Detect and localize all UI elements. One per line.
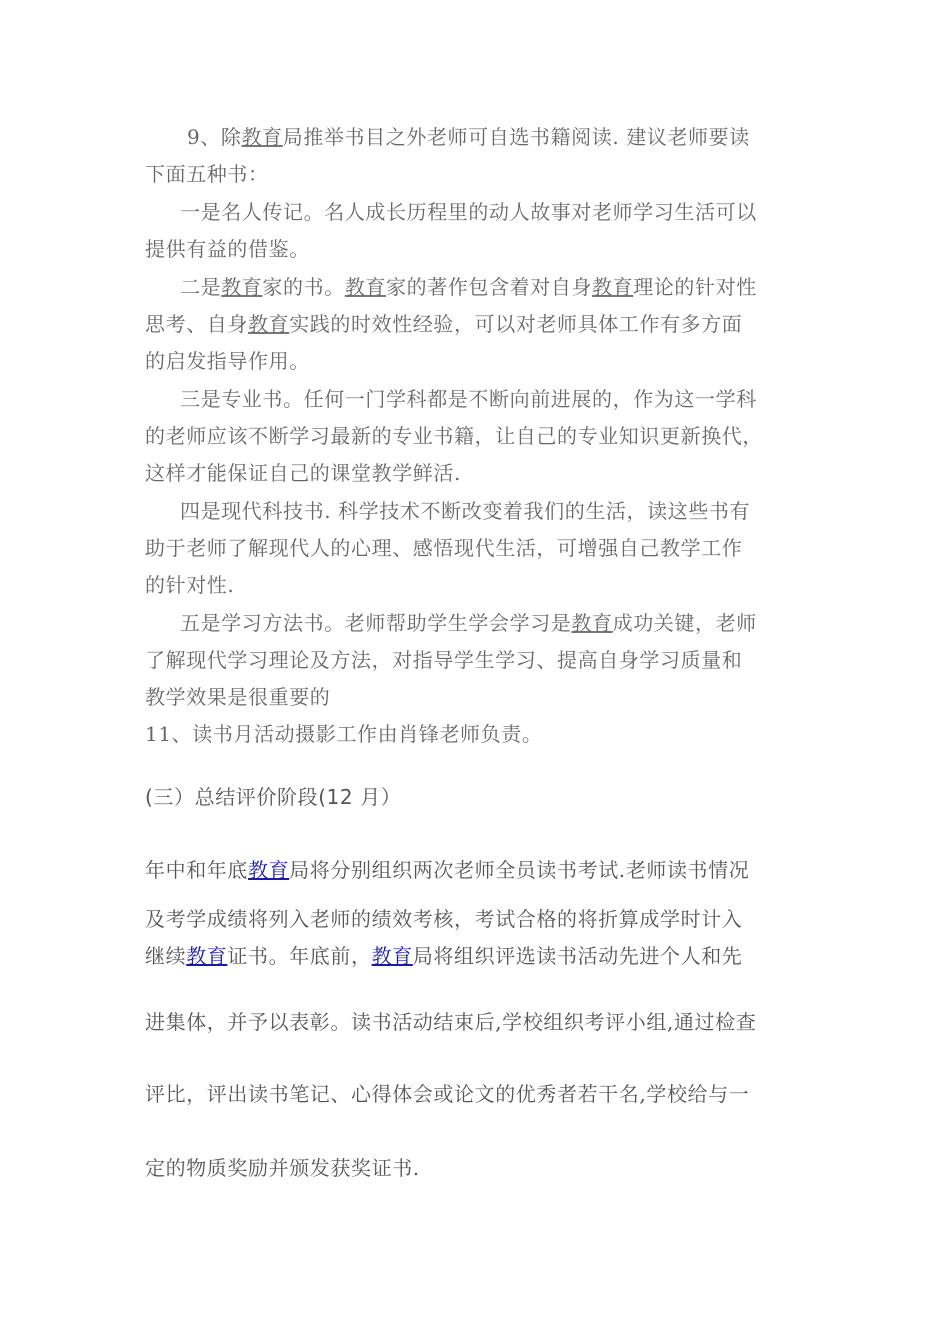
education-link[interactable]: 教育 (592, 275, 634, 299)
text-segment: 家的书。 (262, 275, 345, 299)
text-segment: 教学效果是很重要的 (145, 685, 331, 709)
paragraph-line (187, 124, 750, 150)
text-segment: 五是学习方法书。老师帮助学生学会学习是 (180, 611, 572, 635)
text-segment: 四是现代科技书. 科学技术不断改变着我们的生活，读这些书有 (180, 499, 751, 523)
text-segment: 年中和年底 (145, 858, 248, 882)
section-heading (145, 784, 401, 810)
paragraph-line (145, 236, 310, 262)
text-segment: 了解现代学习理论及方法，对指导学生学习、提高自身学习质量和 (145, 648, 743, 672)
text-segment: 二是 (180, 275, 222, 299)
text-segment: 成功关键，老师 (612, 611, 757, 635)
text-segment: 思考、自身 (145, 312, 248, 336)
paragraph-line (145, 311, 742, 337)
education-link[interactable]: 教育 (344, 275, 387, 299)
paragraph-line (145, 161, 269, 187)
paragraph-line (180, 274, 757, 300)
paragraph-line (145, 1155, 420, 1181)
text-segment: 证书。年底前， (227, 944, 372, 968)
paragraph-line (145, 943, 742, 969)
text-segment: 下面五种书： (145, 162, 269, 186)
paragraph-line (145, 684, 330, 710)
text-segment: 三是专业书。任何一门学科都是不断向前进展的，作为这一学科 (180, 387, 757, 411)
text-segment: 评比，评出读书笔记、心得体会或论文的优秀者若干名,学校给与一 (145, 1082, 750, 1106)
text-segment: 这样才能保证自己的课堂教学鲜活. (145, 461, 461, 485)
education-link[interactable]: 教育 (186, 944, 228, 968)
text-segment: 进集体，并予以表彰。读书活动结束后,学校组织考评小组,通过检查 (145, 1010, 757, 1034)
paragraph-line (180, 610, 757, 636)
paragraph-line (145, 1081, 749, 1107)
education-link[interactable]: 教育 (371, 944, 413, 968)
text-segment: 实践的时效性经验，可以对老师具体工作有多方面 (289, 312, 743, 336)
text-segment: 理论的针对性 (633, 275, 757, 299)
paragraph-line (145, 721, 542, 747)
text-segment: 及考学成绩将列入老师的绩效考核，考试合格的将折算成学时计入 (145, 907, 743, 931)
paragraph-line (145, 460, 461, 486)
text-segment: 局将分别组织两次老师全员读书考试.老师读书情况 (289, 858, 750, 882)
education-link[interactable]: 教育 (248, 312, 290, 336)
text-segment: 定的物质奖励并颁发获奖证书. (145, 1156, 420, 1180)
paragraph-line (145, 647, 742, 673)
education-link[interactable]: 教育 (571, 611, 613, 635)
text-segment: 的启发指导作用。 (145, 349, 310, 373)
paragraph-line (145, 1009, 756, 1035)
education-link[interactable]: 教育 (221, 275, 263, 299)
heading-text: (三）总结评价阶段(12 月） (145, 785, 402, 809)
text-segment: 11、读书月活动摄影工作由肖锋老师负责。 (145, 722, 543, 746)
text-segment: 一是名人传记。名人成长历程里的动人故事对老师学习生活可以 (180, 200, 757, 224)
text-segment: 的老师应该不断学习最新的专业书籍，让自己的专业知识更新换代， (145, 424, 763, 448)
text-segment: 提供有益的借鉴。 (145, 237, 310, 261)
text-segment: 局将组织评选读书活动先进个人和先 (412, 944, 743, 968)
text-segment: 助于老师了解现代人的心理、感悟现代生活，可增强自己教学工作 (145, 536, 743, 560)
paragraph-line (145, 535, 742, 561)
paragraph-line (145, 906, 742, 932)
paragraph-line (180, 498, 750, 524)
text-segment: 家的著作包含着对自身 (386, 275, 593, 299)
text-segment: 的针对性. (145, 573, 235, 597)
paragraph-line (180, 386, 757, 412)
text-segment: 9、除 (187, 125, 242, 149)
paragraph-line (145, 857, 749, 883)
paragraph-line (180, 199, 757, 225)
paragraph-line (145, 572, 234, 598)
text-segment: 局推举书目之外老师可自选书籍阅读. 建议老师要读 (282, 125, 750, 149)
education-link[interactable]: 教育 (248, 858, 290, 882)
paragraph-line (145, 423, 763, 449)
paragraph-line (145, 348, 310, 374)
education-link[interactable]: 教育 (241, 125, 283, 149)
text-segment: 继续 (145, 944, 187, 968)
